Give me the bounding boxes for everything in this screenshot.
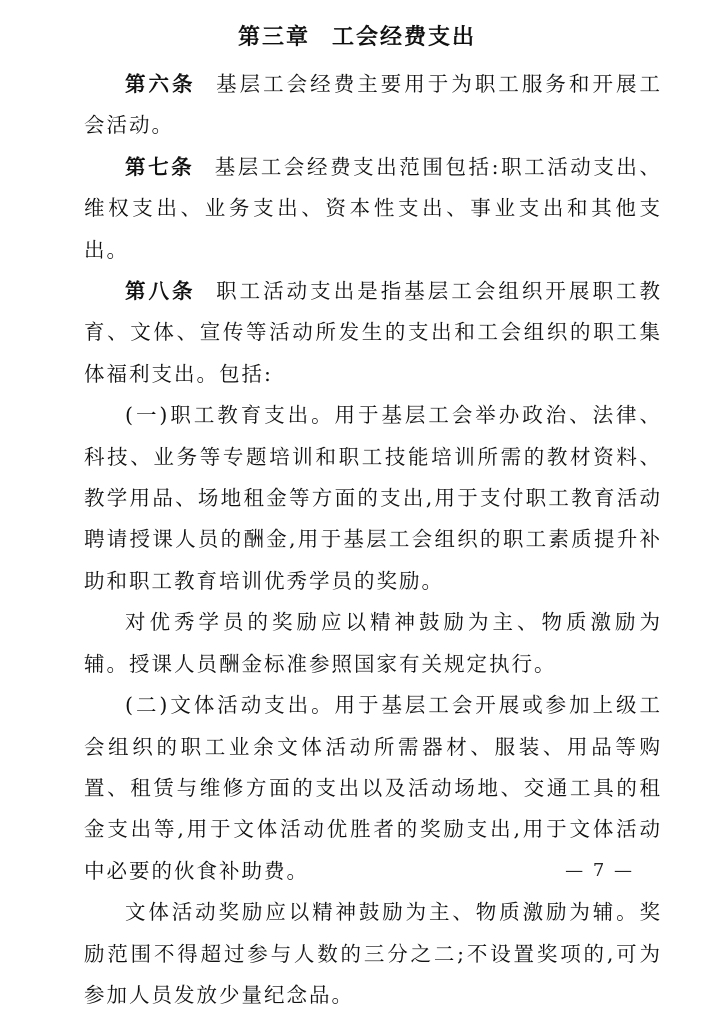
chapter-heading [0,18,714,58]
chapter-number: 第三章 [237,25,310,50]
paragraph-article-8 [84,271,662,395]
paragraph-text: 基层工会经费支出范围包括:职工活动支出、维权支出、业务支出、资本性支出、事业支出和其他支出。 [84,154,663,262]
paragraph-text: 文体活动奖励应以精神鼓励为主、物质激励为辅。奖励范围不得超过参与人数的三分之二;不设置奖项的,可为参加人员发放少量纪念品。 [84,900,662,1007]
paragraph-education-expense [84,395,662,602]
paragraph-text: (二)文体活动支出。用于基层工会开展或参加上级工会组织的职工业余文体活动所需器材、服装、用品等购置、租赁与维修方面的支出以及活动场地、交通工具的租金支出等,用于文体活动优胜者的奖励支出,用于文体活动中必要的伙食补助费。 [84,693,662,883]
paragraph-education-reward [84,602,662,685]
paragraph-text: 对优秀学员的奖励应以精神鼓励为主、物质激励为辅。授课人员酬金标准参照国家有关规定执行。 [84,610,662,676]
paragraph-article-7 [84,147,662,271]
chapter-title: 工会经费支出 [332,25,477,50]
paragraph-culture-reward [84,892,662,1016]
article-label: 第七条 [125,154,195,179]
article-label: 第六条 [125,72,196,96]
paragraph-text: 职工活动支出是指基层工会组织开展职工教育、文体、宣传等活动所发生的支出和工会组织的职工集体福利支出。包括: [84,279,663,386]
paragraph-text: 基层工会经费主要用于为职工服务和开展工会活动。 [84,72,663,138]
paragraph-article-6 [84,64,662,147]
page-number: — 7 — [565,860,634,881]
paragraph-text: (一)职工教育支出。用于基层工会举办政治、法律、科技、业务等专题培训和职工技能培训所需的教材资料、教学用品、场地租金等方面的支出,用于支付职工教育活动聘请授课人员的酬金,用于基层工会组织的职工素质提升补助和职工教育培训优秀学员的奖励。 [84,403,662,593]
article-label: 第八条 [125,279,196,304]
